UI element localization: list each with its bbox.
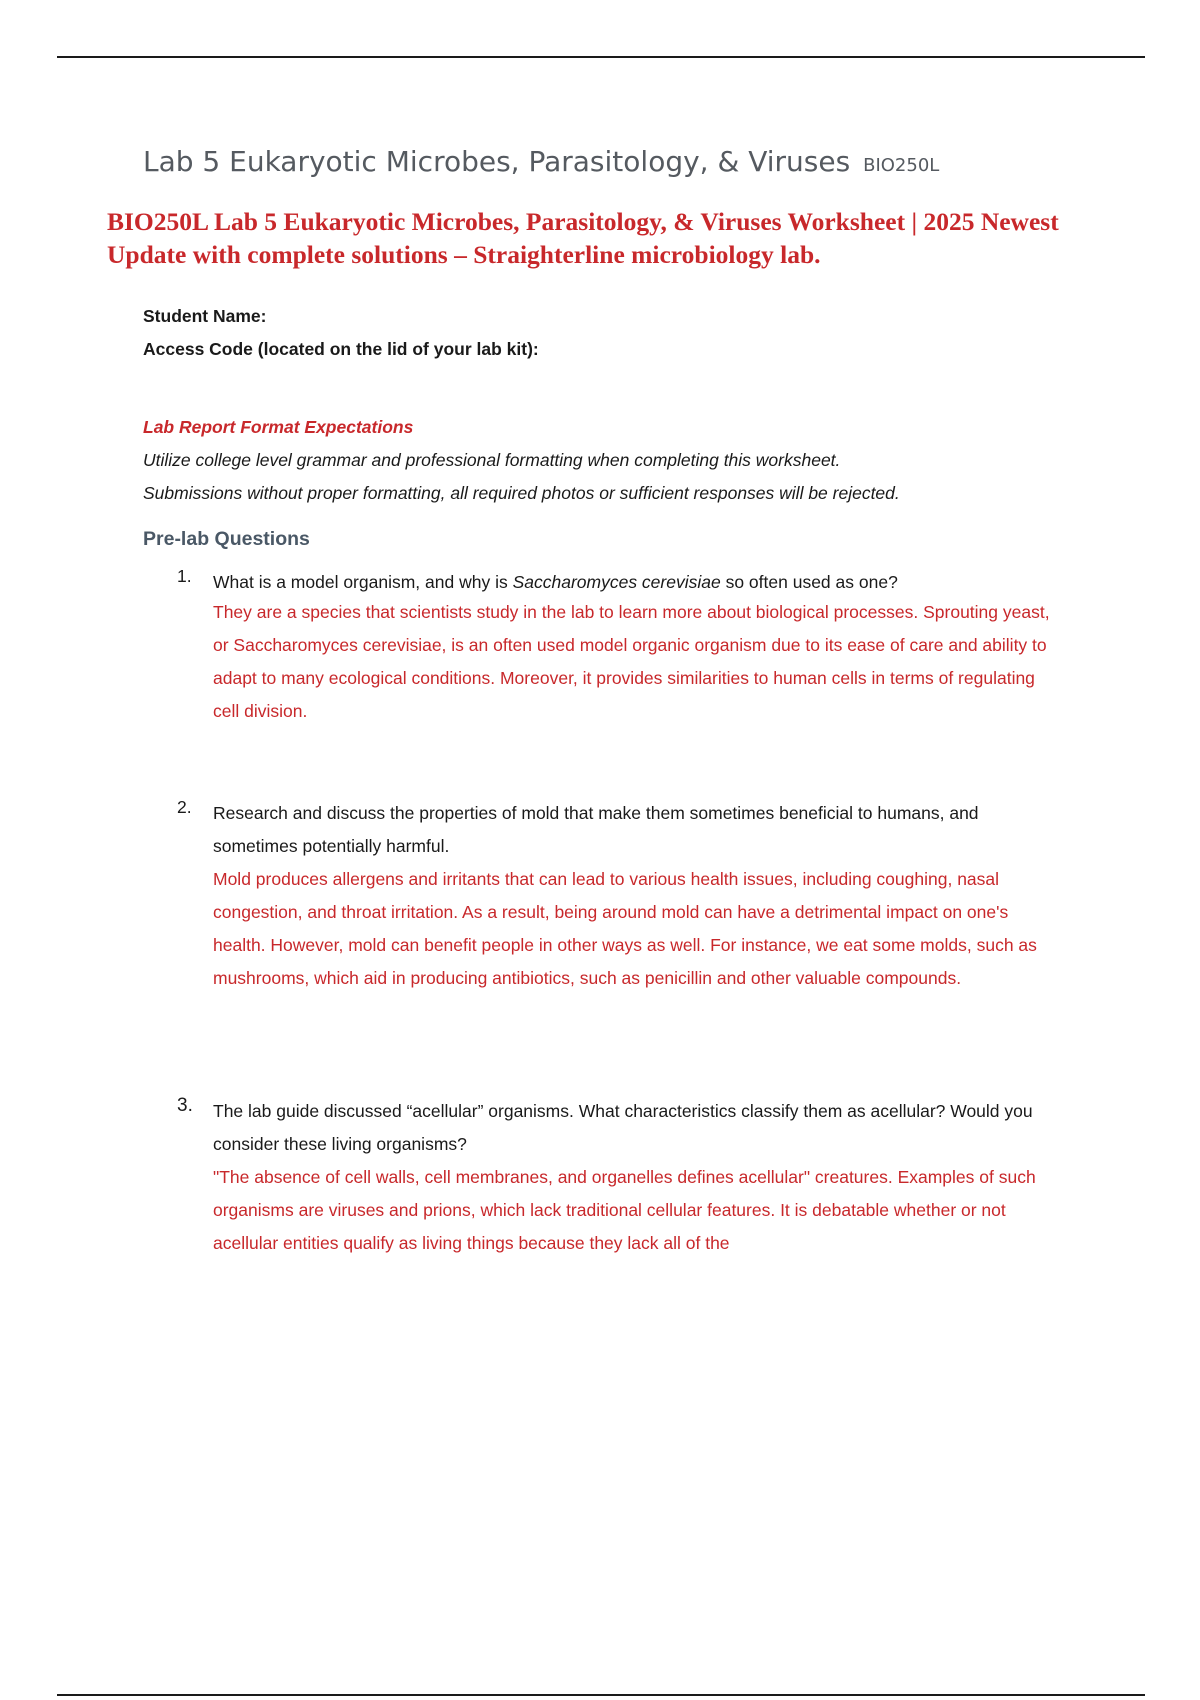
answer-2-text: Mold produces allergens and irritants that can lead to various health issues, including coughing, nasal congestion, and throat irritation. As a result, being around mold can have a detrimental impact on one's health. However, mold can benefit people in other ways as well. For instance, we eat some molds, such as mushrooms, which aid in producing antibiotics, such as penicillin and other valuable compounds. (213, 869, 1037, 988)
expectations-line-2: Submissions without proper formatting, all required photos or sufficient responses will be rejected. (143, 483, 900, 503)
expectations-line-1: Utilize college level grammar and professional formatting when completing this worksheet. (143, 450, 841, 470)
expectations-title: Lab Report Format Expectations (143, 417, 414, 437)
question-3-number: 3. (177, 1095, 193, 1116)
question-1-species: Saccharomyces cerevisiae (512, 572, 721, 592)
question-2-text: Research and discuss the properties of mold that make them sometimes beneficial to humans, and sometimes potentially harmful. (213, 803, 979, 856)
question-1-number: 1. (177, 566, 192, 586)
student-name-label: Student Name: (143, 306, 267, 326)
bottom-rule (57, 1694, 1145, 1696)
top-rule (57, 56, 1145, 58)
question-1-text-before: What is a model organism, and why is (213, 572, 513, 592)
question-2-number: 2. (177, 797, 192, 817)
section-title-prelab: Pre-lab Questions (143, 528, 310, 550)
header-course-code: BIO250L (863, 155, 940, 176)
question-1-text (213, 566, 1063, 599)
answer-3-text: "The absence of cell walls, cell membranes, and organelles defines acellular" creatures. Examples of such organisms are viruses and prions, which lack traditional cellular features. It is debatable whether or not acellular entities qualify as living things because they lack all of the (213, 1167, 1036, 1253)
access-code-label: Access Code (located on the lid of your lab kit): (143, 339, 539, 359)
document-headline: BIO250L Lab 5 Eukaryotic Microbes, Parasitology, & Viruses Worksheet | 2025 Newest Update with complete solutions – Straighterline microbiology lab. (107, 207, 1059, 269)
question-1-text-after: so often used as one? (720, 572, 898, 592)
answer-1-text: They are a species that scientists study in the lab to learn more about biological processes. Sprouting yeast, or Saccharomyces cerevisiae, is an often used model organic organism due to its ease of care and ability to adapt to many ecological conditions. Moreover, it provides similarities to human cells in terms of regulating cell division. (213, 602, 1050, 721)
page-header (143, 145, 939, 178)
question-3-text: The lab guide discussed “acellular” organisms. What characteristics classify them as acellular? Would you consider these living organisms? (213, 1101, 1033, 1154)
header-title: Lab 5 Eukaryotic Microbes, Parasitology, & Viruses (143, 145, 851, 178)
